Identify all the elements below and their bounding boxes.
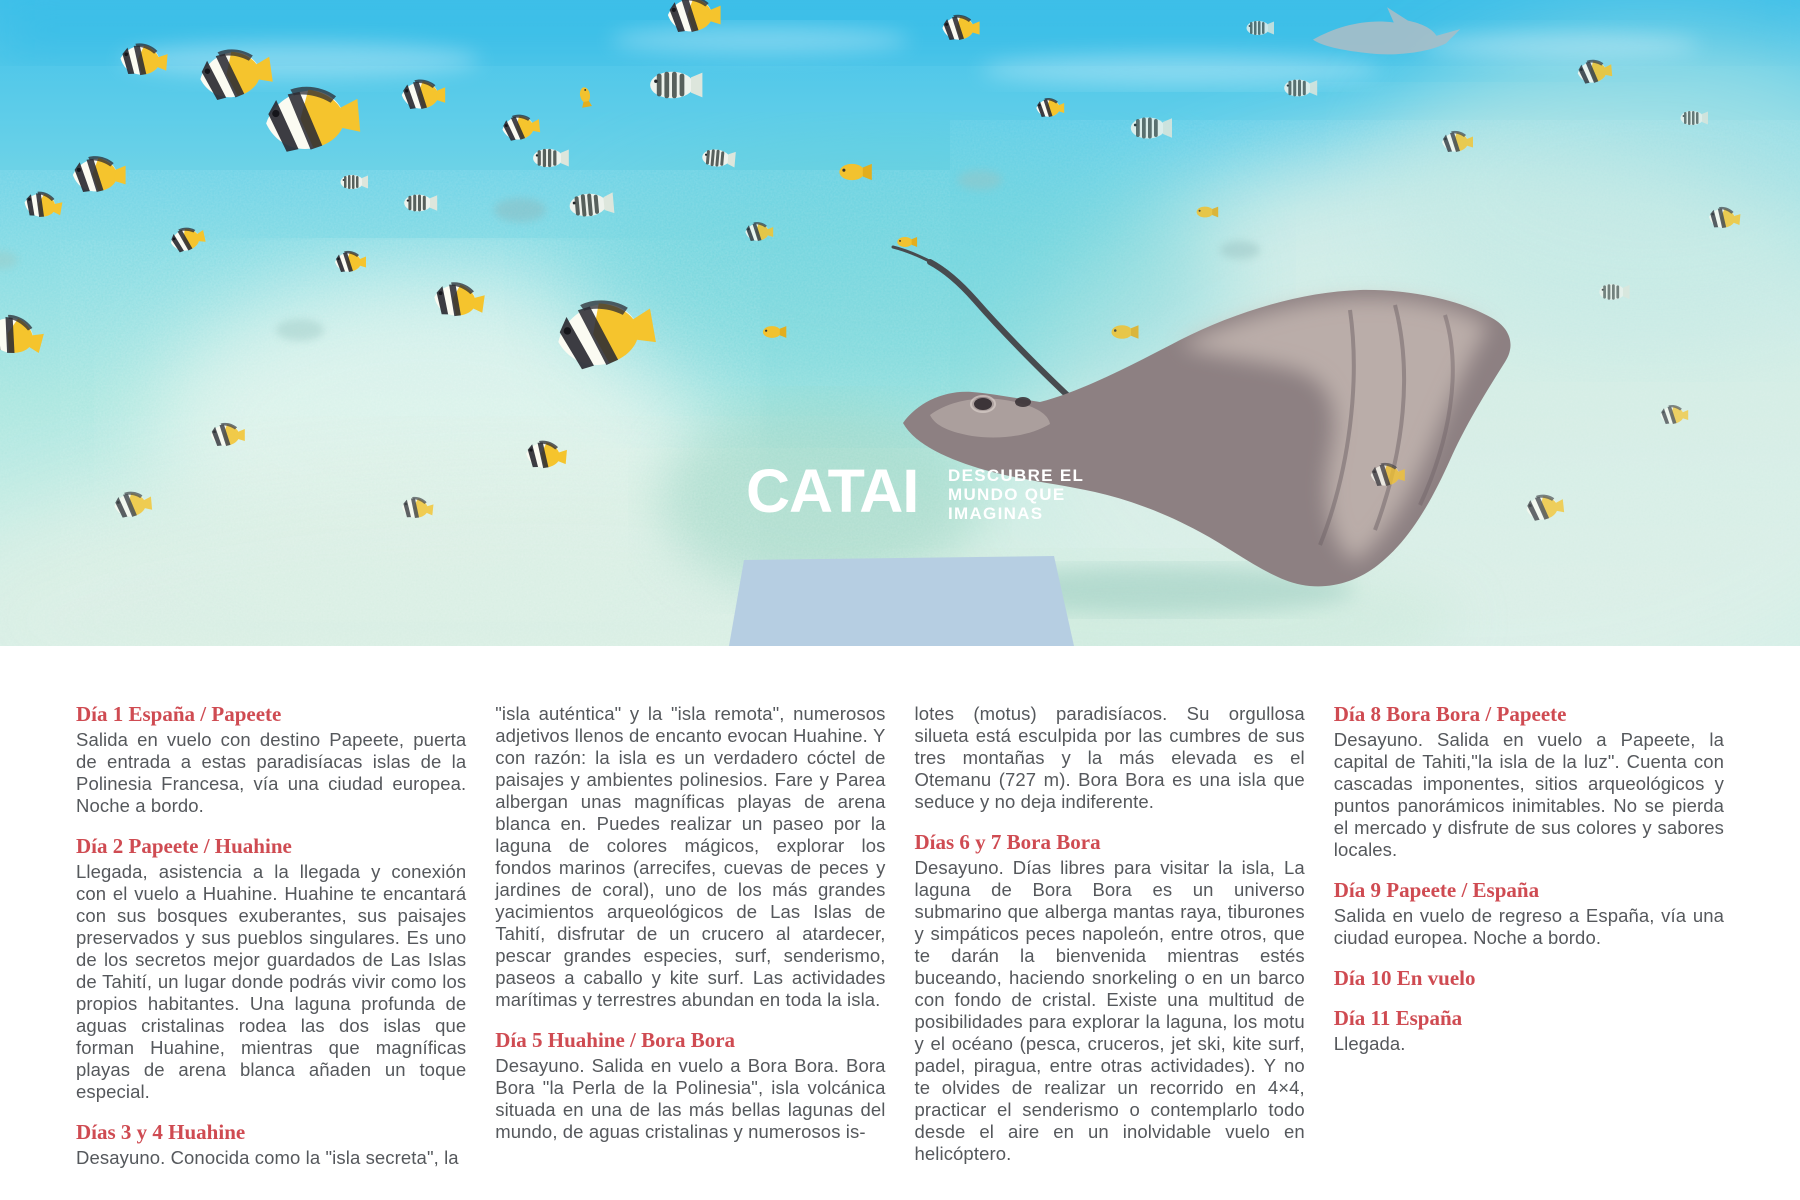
itinerary-column-1 xyxy=(76,703,466,1169)
catai-tagline xyxy=(948,466,1084,523)
day-heading: Día 8 Bora Bora / Papeete xyxy=(1333,702,1567,726)
itinerary-paragraph: Desayuno. Conocida como la "isla secreta", la xyxy=(76,1147,459,1168)
day-heading: Días 3 y 4 Huahine xyxy=(76,1120,246,1144)
itinerary-paragraph: Desayuno. Salida en vuelo a Papeete, la capital de Tahiti,"la isla de la luz". Cuenta con cascadas imponentes, sitios arqueológicos y puntos panorámicos inimitables. No se pierda el mercado y disfrute de sus colores y sabores locales. xyxy=(1333,729,1724,860)
day-heading: Día 1 España / Papeete xyxy=(76,702,282,726)
day-heading: Día 11 España xyxy=(1333,1006,1463,1030)
itinerary-paragraph: lotes (motus) paradisíacos. Su orgullosa silueta está esculpida por las cumbres de sus tres montañas y la más elevada es el Otemanu (727 m). Bora Bora es una isla que seduce y no deja indiferente. xyxy=(914,703,1305,812)
day-heading: Días 6 y 7 Bora Bora xyxy=(914,830,1101,854)
itinerary-paragraph: "isla auténtica" y la "isla remota", numerosos adjetivos llenos de encanto evocan Huahine. Y con razón: la isla es un verdadero cóctel de paisajes y ambientes polinesios. Fare y Parea albergan unas magníficas playas de arena blanca en. Puedes realizar un paseo por la laguna de colores mágicos, explorar los fondos marinos (arrecifes, cuevas de peces y jardines de coral), uno de los más grandes yacimientos arqueológicos de Las Islas de Tahití, disfrutar de un crucero al atardecer, pescar grandes especies, surf, senderismo, paseos a caballo y kite surf. Las actividades marítimas y terrestres abundan en toda la isla. xyxy=(495,703,886,1010)
itinerary-paragraph: Desayuno. Salida en vuelo a Bora Bora. Bora Bora "la Perla de la Polinesia", isla volcánica situada en una de las más bellas lagunas del mundo, de aguas cristalinas y numerosos is- xyxy=(495,1055,886,1142)
itinerary-paragraph: Llegada. xyxy=(1333,1033,1406,1054)
hero-banner-shape xyxy=(729,556,1074,646)
day-heading: Día 10 En vuelo xyxy=(1333,966,1476,990)
itinerary-paragraph: Llegada, asistencia a la llegada y conexión con el vuelo a Huahine. Huahine te encantará con sus bosques exuberantes, sus paisajes preservados y sus pueblos singulares. Es uno de los secretos mejor guardados de Las Islas de Tahití, un lugar donde podrás vivir como los propios habitantes. Una laguna profunda de aguas cristalinas rodea las dos islas que forman Huahine, mientras que magníficas playas de arena blanca añaden un toque especial. xyxy=(76,861,467,1102)
itinerary-column-4 xyxy=(1334,703,1724,1169)
itinerary-paragraph: Salida en vuelo con destino Papeete, puerta de entrada a estas paradisíacas islas de la Polinesia Francesa, vía una ciudad europea. Noche a bordo. xyxy=(76,729,467,816)
tagline-line-3: IMAGINAS xyxy=(948,504,1044,523)
day-heading: Día 2 Papeete / Huahine xyxy=(76,834,292,858)
tagline-line-1: DESCUBRE EL xyxy=(948,466,1085,485)
itinerary-paragraph: Desayuno. Días libres para visitar la isla, La laguna de Bora Bora es un universo submarino que alberga mantas raya, tiburones y simpáticos peces napoleón, entre otros, que te darán la bienvenida mientras estés buceando, haciendo snorkeling o en un barco con fondo de cristal. Existe una multitud de posibilidades para explorar la laguna, los motu y el océano (pesca, cruceros, jet ski, kite surf, padel, piragua, entre otras actividades). Y no te olvides de realizar un recorrido en 4×4, practicar el senderismo o contemplarlo todo desde el aire en un inolvidable vuelo en helicóptero. xyxy=(914,857,1305,1164)
catai-logo: CATAI xyxy=(746,457,919,525)
day-heading: Día 5 Huahine / Bora Bora xyxy=(495,1028,736,1052)
itinerary-column-3 xyxy=(915,703,1305,1169)
itinerary-column-2 xyxy=(495,703,885,1169)
itinerary-columns xyxy=(0,703,1800,1169)
itinerary-paragraph: Salida en vuelo de regreso a España, vía una ciudad europea. Noche a bordo. xyxy=(1333,905,1724,948)
tagline-line-2: MUNDO QUE xyxy=(948,485,1066,504)
day-heading: Día 9 Papeete / España xyxy=(1333,878,1540,902)
